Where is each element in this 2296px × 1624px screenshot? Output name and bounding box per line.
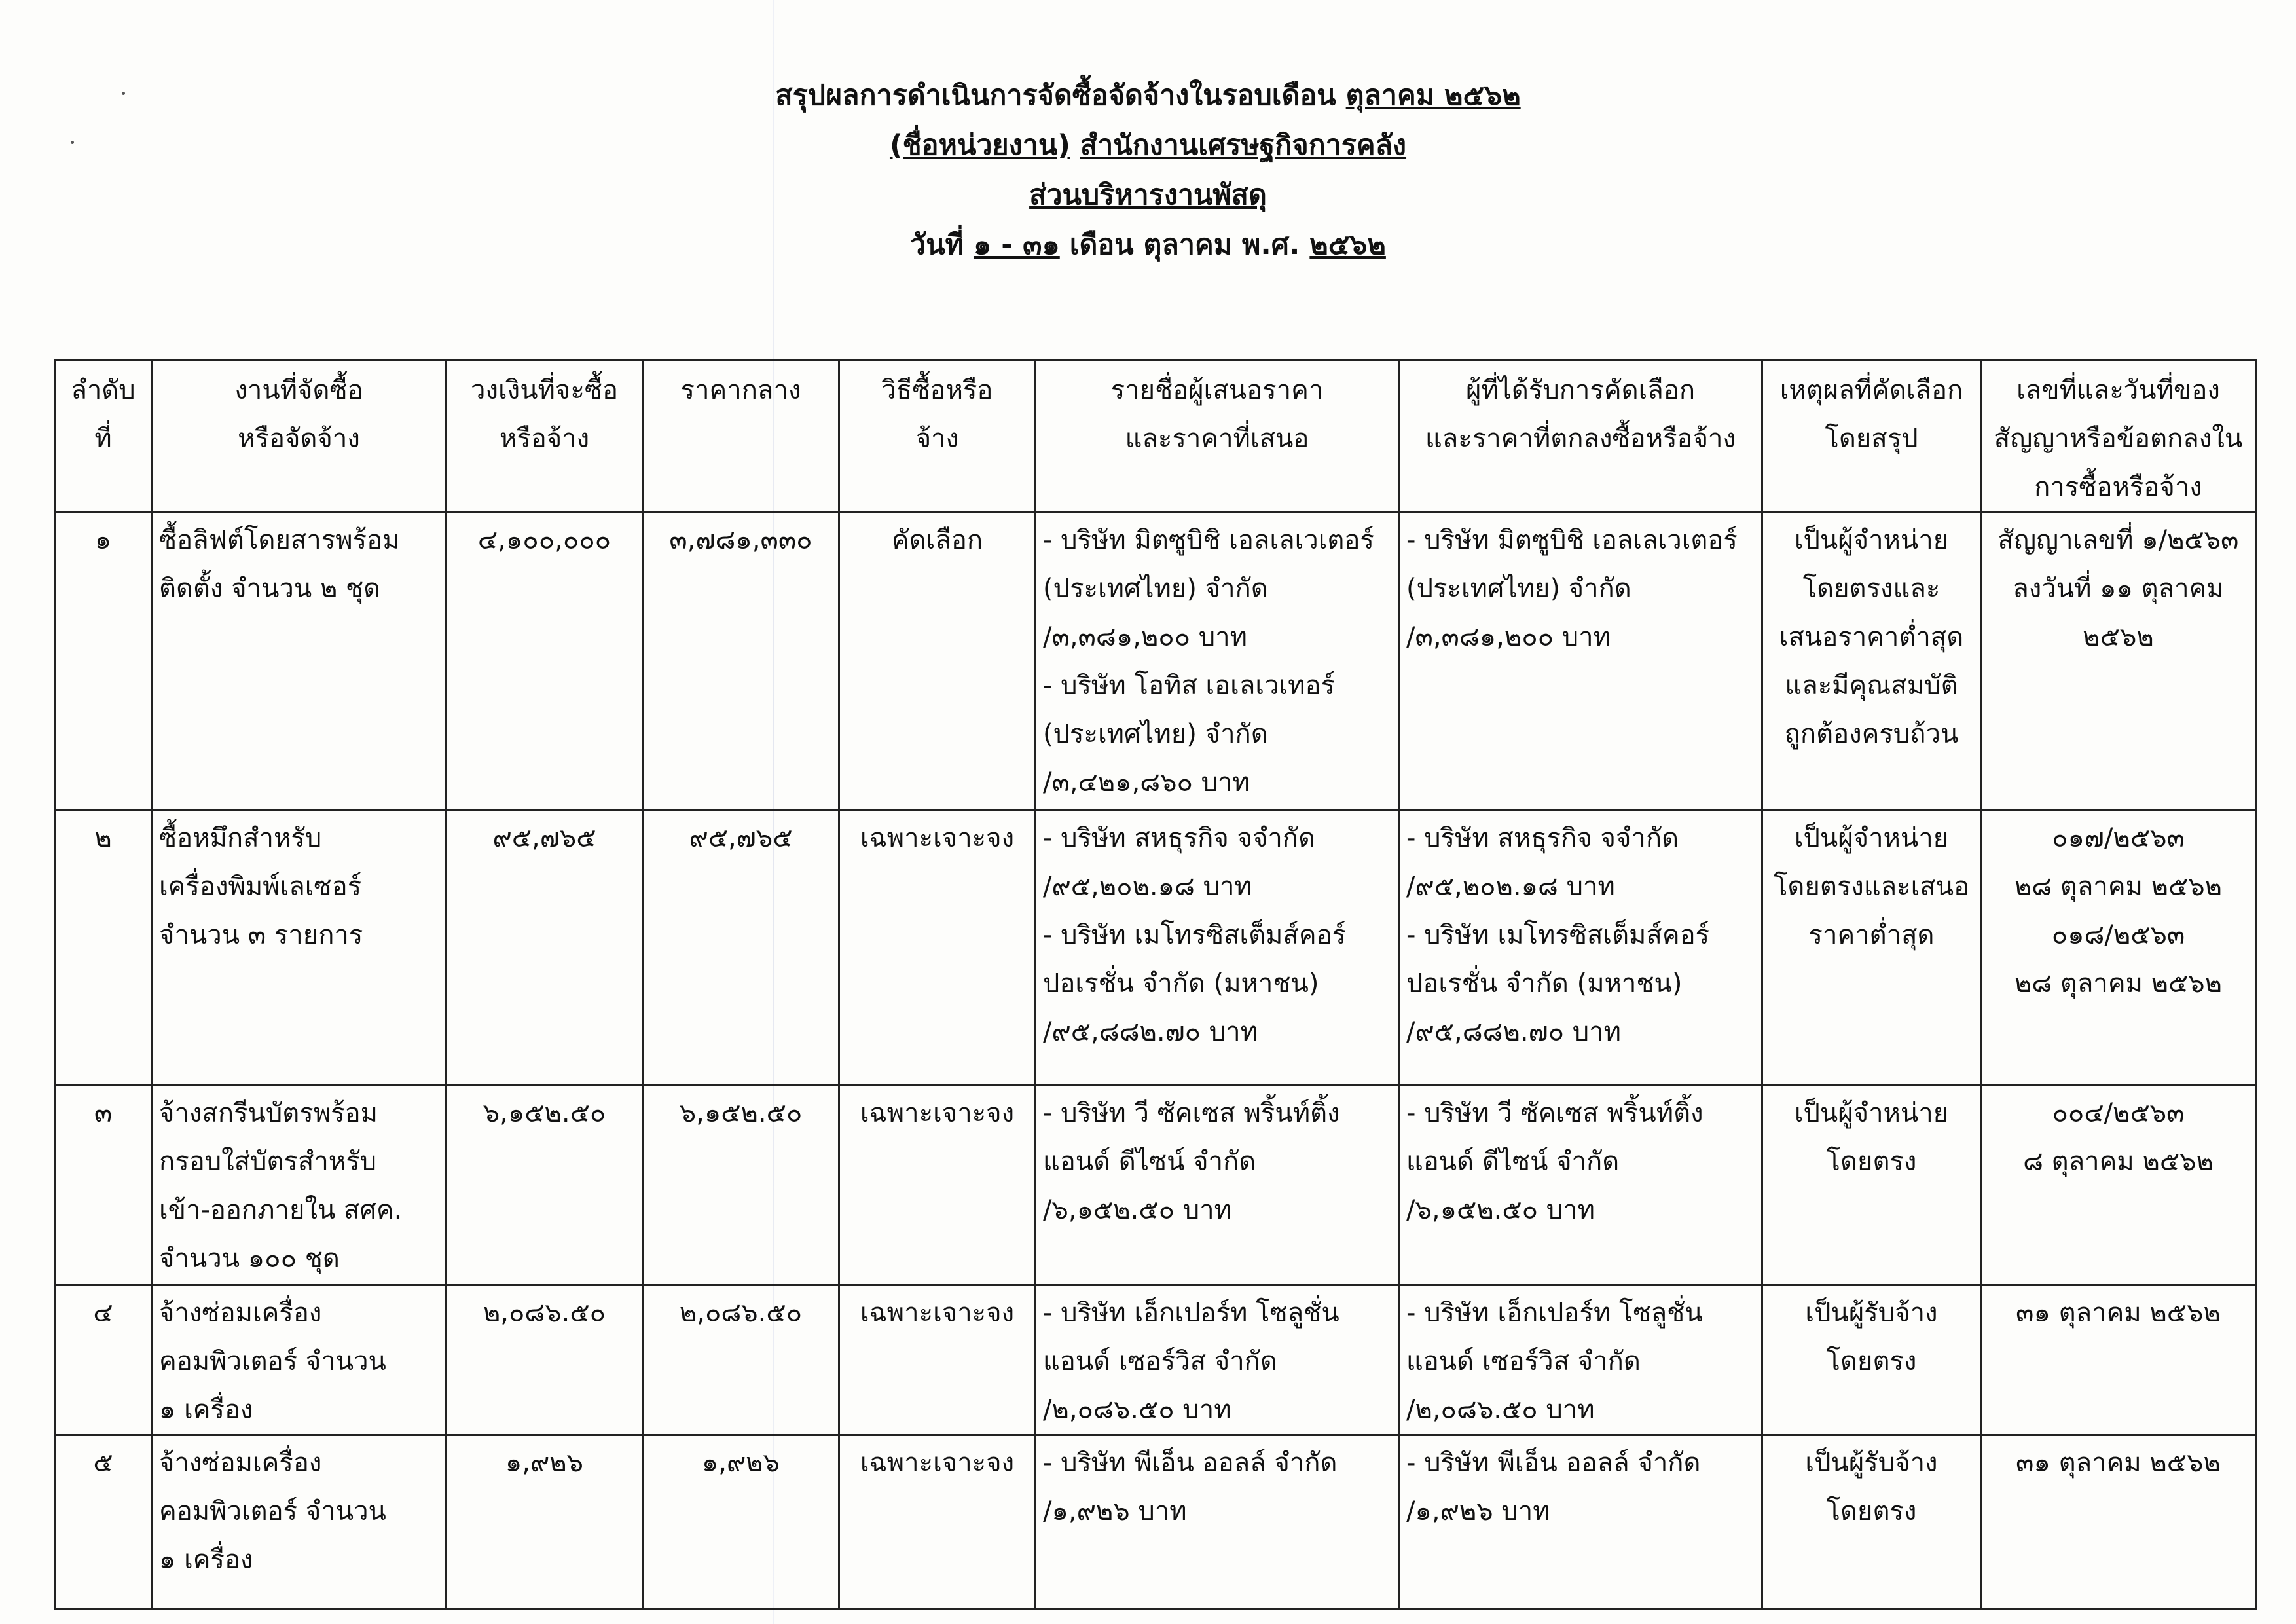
cell-median-price [643,1086,839,1285]
cell-contract-line: ๒๕๖๒ [2083,622,2154,652]
column-header-line: หรือจัดจ้าง [238,424,360,454]
procurement-table [54,359,2257,1610]
cell-item-line: กรอบใส่บัตรสำหรับ [159,1147,377,1177]
cell-selected [1399,1435,1762,1609]
document-header [0,71,2296,270]
cell-bidders-line: - บริษัท โอทิส เอเลเวเทอร์ [1043,671,1336,701]
cell-bidders-line: - บริษัท สหธุรกิจ จจำกัด [1043,823,1316,853]
cell-no [55,1435,152,1609]
column-header-item [152,360,446,513]
cell-reason-line: ราคาต่ำสุด [1808,920,1935,950]
cell-median-price-value: ๖,๑๕๒.๕๐ [679,1098,803,1128]
cell-bidders-line: - บริษัท วี ซัคเซส พริ้นท์ติ้ง [1043,1098,1340,1128]
cell-bidders-line: /๓,๔๒๑,๘๖๐ บาท [1043,767,1250,798]
header-line-3 [0,170,2296,220]
cell-budget-value: ๙๕,๗๖๕ [492,823,596,853]
header-date-label: วันที่ [910,229,964,261]
column-header-reason [1762,360,1981,513]
column-header-line: และราคาที่เสนอ [1125,424,1309,454]
cell-item-line: จ้างซ่อมเครื่อง [159,1298,322,1328]
cell-selected-line: แอนด์ เซอร์วิส จำกัด [1406,1346,1641,1376]
column-header-median-price [643,360,839,513]
table-row [55,513,2256,811]
cell-bidders-line: - บริษัท เอ็กเปอร์ท โซลูชั่น [1043,1298,1339,1328]
cell-selected-line: ปอเรชั่น จำกัด (มหาชน) [1406,969,1683,999]
cell-median-price [643,513,839,811]
cell-no-value: ๕ [93,1448,113,1478]
cell-contract-line: ลงวันที่ ๑๑ ตุลาคม [2013,574,2224,604]
cell-item-line: ๑ เครื่อง [159,1395,253,1425]
cell-method [839,1285,1036,1435]
cell-selected [1399,1086,1762,1285]
cell-contract-line: ๒๘ ตุลาคม ๒๕๖๒ [2014,969,2223,999]
cell-reason-line: เป็นผู้จำหน่าย [1794,823,1949,853]
cell-item-line: เครื่องพิมพ์เลเซอร์ [159,872,362,902]
column-header-line: เหตุผลที่คัดเลือก [1779,375,1963,405]
cell-median-price [643,811,839,1086]
cell-method-value: เฉพาะเจาะจง [860,1448,1015,1478]
cell-bidders-line: - บริษัท มิตซูบิชิ เอลเลเวเตอร์ [1043,525,1374,555]
cell-bidders [1036,1086,1399,1285]
cell-no [55,1086,152,1285]
cell-bidders-line: /๙๕,๘๘๒.๗๐ บาท [1043,1017,1258,1047]
cell-selected-line: - บริษัท เมโทรซิสเต็มส์คอร์ [1406,920,1710,950]
cell-item-line: คอมพิวเตอร์ จำนวน [159,1346,386,1376]
column-header-bidders [1036,360,1399,513]
column-header-no [55,360,152,513]
cell-selected-line: /๙๕,๒๐๒.๑๘ บาท [1406,872,1615,902]
cell-item-line: คอมพิวเตอร์ จำนวน [159,1496,386,1526]
cell-item-line: จำนวน ๓ รายการ [159,920,363,950]
cell-selected-line: - บริษัท เอ็กเปอร์ท โซลูชั่น [1406,1298,1703,1328]
cell-no-value: ๔ [93,1298,113,1328]
cell-selected [1399,811,1762,1086]
cell-bidders-line: /๑,๙๒๖ บาท [1043,1496,1187,1526]
cell-budget-value: ๒,๐๘๖.๕๐ [483,1298,606,1328]
cell-no-value: ๑ [94,525,112,555]
column-header-line: วงเงินที่จะซื้อ [471,375,618,405]
cell-method [839,513,1036,811]
cell-bidders-line: ปอเรชั่น จำกัด (มหาชน) [1043,969,1319,999]
cell-no [55,811,152,1086]
cell-item-line: ซื้อลิฟต์โดยสารพร้อม [159,525,400,555]
cell-median-price-value: ๓,๗๘๑,๓๓๐ [669,525,812,555]
cell-item-line: ซื้อหมึกสำหรับ [159,823,322,853]
cell-contract [1981,513,2256,811]
column-header-line: วิธีซื้อหรือ [881,375,993,405]
column-header-method [839,360,1036,513]
column-header-selected [1399,360,1762,513]
cell-reason-line: โดยตรง [1826,1496,1917,1526]
cell-contract [1981,1285,2256,1435]
cell-budget-value: ๑,๙๒๖ [505,1448,584,1478]
cell-item-line: จ้างซ่อมเครื่อง [159,1448,322,1478]
header-days: ๑ - ๓๑ [973,229,1060,261]
column-header-line: โดยสรุป [1825,424,1918,454]
header-agency: สำนักงานเศรษฐกิจการคลัง [1080,129,1407,162]
cell-bidders-line: (ประเทศไทย) จำกัด [1043,574,1268,604]
cell-bidders-line: แอนด์ เซอร์วิส จำกัด [1043,1346,1277,1376]
cell-selected-line: /๑,๙๒๖ บาท [1406,1496,1550,1526]
cell-reason-line: โดยตรงและ [1802,574,1941,604]
cell-median-price [643,1285,839,1435]
cell-bidders-line: /๙๕,๒๐๒.๑๘ บาท [1043,872,1252,902]
column-header-line: ลำดับ [71,375,136,405]
cell-selected-line: - บริษัท มิตซูบิชิ เอลเลเวเตอร์ [1406,525,1738,555]
cell-item-line: จำนวน ๑๐๐ ชุด [159,1244,340,1274]
cell-selected-line: /๙๕,๘๘๒.๗๐ บาท [1406,1017,1621,1047]
cell-bidders-line: /๖,๑๕๒.๕๐ บาท [1043,1195,1231,1225]
cell-selected-line: /๒,๐๘๖.๕๐ บาท [1406,1395,1595,1425]
cell-item-line: ติดตั้ง จำนวน ๒ ชุด [159,574,381,604]
cell-selected-line: - บริษัท สหธุรกิจ จจำกัด [1406,823,1679,853]
cell-reason-line: โดยตรง [1826,1147,1917,1177]
table-row [55,1285,2256,1435]
cell-reason-line: เป็นผู้รับจ้าง [1805,1448,1938,1478]
cell-selected-line: - บริษัท พีเอ็น ออลล์ จำกัด [1406,1448,1701,1478]
cell-method-value: คัดเลือก [891,525,983,555]
cell-item [152,1435,446,1609]
table-row [55,811,2256,1086]
cell-reason-line: และมีคุณสมบัติ [1785,671,1958,701]
cell-reason [1762,1435,1981,1609]
column-header-line: สัญญาหรือข้อตกลงใน [1994,424,2243,454]
cell-contract [1981,1086,2256,1285]
cell-no [55,513,152,811]
cell-contract-line: ๓๑ ตุลาคม ๒๕๖๒ [2016,1448,2221,1478]
column-header-line: และราคาที่ตกลงซื้อหรือจ้าง [1425,424,1736,454]
cell-reason-line: เป็นผู้รับจ้าง [1805,1298,1938,1328]
cell-budget [446,1086,643,1285]
table-header-row [55,360,2256,513]
header-year: ๒๕๖๒ [1309,229,1386,261]
cell-reason [1762,513,1981,811]
cell-budget [446,1285,643,1435]
cell-contract-line: ๘ ตุลาคม ๒๕๖๒ [2023,1147,2214,1177]
cell-method-value: เฉพาะเจาะจง [860,1298,1015,1328]
cell-bidders-line: /๓,๓๘๑,๒๐๐ บาท [1043,622,1247,652]
cell-selected-line: (ประเทศไทย) จำกัด [1406,574,1631,604]
cell-contract-line: ๒๘ ตุลาคม ๒๕๖๒ [2014,872,2223,902]
cell-reason [1762,1285,1981,1435]
cell-median-price [643,1435,839,1609]
header-title: สรุปผลการดำเนินการจัดซื้อจัดจ้างในรอบเดือน [775,79,1336,112]
cell-bidders-line: /๒,๐๘๖.๕๐ บาท [1043,1395,1231,1425]
cell-bidders [1036,811,1399,1086]
header-line-2 [0,120,2296,170]
header-line-1 [0,71,2296,120]
cell-reason-line: ถูกต้องครบถ้วน [1784,719,1959,749]
cell-budget [446,513,643,811]
cell-bidders-line: แอนด์ ดีไซน์ จำกัด [1043,1147,1256,1177]
cell-method [839,1086,1036,1285]
column-header-line: ผู้ที่ได้รับการคัดเลือก [1465,375,1696,405]
cell-contract-line: ๐๑๗/๒๕๖๓ [2052,823,2185,853]
cell-contract-line: ๓๑ ตุลาคม ๒๕๖๒ [2016,1298,2221,1328]
cell-bidders [1036,513,1399,811]
cell-selected [1399,1285,1762,1435]
cell-bidders [1036,1285,1399,1435]
cell-median-price-value: ๑,๙๒๖ [701,1448,780,1478]
table-row [55,1435,2256,1609]
column-header-line: การซื้อหรือจ้าง [2034,472,2202,502]
cell-selected-line: แอนด์ ดีไซน์ จำกัด [1406,1147,1620,1177]
cell-budget-value: ๖,๑๕๒.๕๐ [483,1098,606,1128]
cell-bidders-line: - บริษัท เมโทรซิสเต็มส์คอร์ [1043,920,1347,950]
cell-reason-line: โดยตรงและเสนอ [1773,872,1970,902]
column-header-line: ที่ [94,424,112,454]
cell-item-line: จ้างสกรีนบัตรพร้อม [159,1098,378,1128]
cell-contract-line: ๐๑๘/๒๕๖๓ [2051,920,2185,950]
column-header-line: งานที่จัดซื้อ [234,375,363,405]
cell-method [839,1435,1036,1609]
header-month: ตุลาคม ๒๕๖๒ [1345,79,1521,112]
cell-contract-line: ๐๐๔/๒๕๖๓ [2052,1098,2185,1128]
column-header-line: รายชื่อผู้เสนอราคา [1110,375,1324,405]
cell-bidders-line: (ประเทศไทย) จำกัด [1043,719,1268,749]
column-header-contract [1981,360,2256,513]
column-header-line: จ้าง [915,424,959,454]
cell-reason [1762,811,1981,1086]
column-header-line: หรือจ้าง [499,424,590,454]
cell-budget [446,1435,643,1609]
table-body [55,513,2256,1609]
column-header-line: เลขที่และวันที่ของ [2016,375,2220,405]
cell-method-value: เฉพาะเจาะจง [860,1098,1015,1128]
cell-contract [1981,811,2256,1086]
cell-contract-line: สัญญาเลขที่ ๑/๒๕๖๓ [1997,525,2239,555]
cell-bidders-line: - บริษัท พีเอ็น ออลล์ จำกัด [1043,1448,1338,1478]
cell-median-price-value: ๒,๐๘๖.๕๐ [679,1298,803,1328]
cell-method-value: เฉพาะเจาะจง [860,823,1015,853]
cell-method [839,811,1036,1086]
cell-median-price-value: ๙๕,๗๖๕ [689,823,793,853]
cell-item-line: ๑ เครื่อง [159,1545,253,1575]
header-line-4 [0,220,2296,270]
cell-selected-line: - บริษัท วี ซัคเซส พริ้นท์ติ้ง [1406,1098,1704,1128]
cell-reason [1762,1086,1981,1285]
header-month-year-label: เดือน ตุลาคม พ.ศ. [1069,229,1300,261]
cell-selected-line: /๓,๓๘๑,๒๐๐ บาท [1406,622,1611,652]
cell-item [152,513,446,811]
cell-selected [1399,513,1762,811]
cell-reason-line: เป็นผู้จำหน่าย [1794,1098,1949,1128]
cell-contract [1981,1435,2256,1609]
cell-no-value: ๓ [94,1098,113,1128]
cell-budget-value: ๔,๑๐๐,๐๐๐ [477,525,611,555]
column-header-budget [446,360,643,513]
cell-budget [446,811,643,1086]
cell-no-value: ๒ [94,823,112,853]
cell-selected-line: /๖,๑๕๒.๕๐ บาท [1406,1195,1595,1225]
cell-bidders [1036,1435,1399,1609]
cell-reason-line: โดยตรง [1826,1346,1917,1376]
table-row [55,1086,2256,1285]
cell-reason-line: เป็นผู้จำหน่าย [1794,525,1949,555]
cell-no [55,1285,152,1435]
cell-item [152,811,446,1086]
cell-item-line: เข้า-ออกภายใน สศค. [159,1195,403,1225]
header-agency-label: (ชื่อหน่วยงาน) [889,129,1070,162]
cell-item [152,1285,446,1435]
column-header-line: ราคากลาง [680,375,801,405]
cell-reason-line: เสนอราคาต่ำสุด [1779,622,1964,652]
header-division: ส่วนบริหารงานพัสดุ [1029,179,1267,212]
cell-item [152,1086,446,1285]
